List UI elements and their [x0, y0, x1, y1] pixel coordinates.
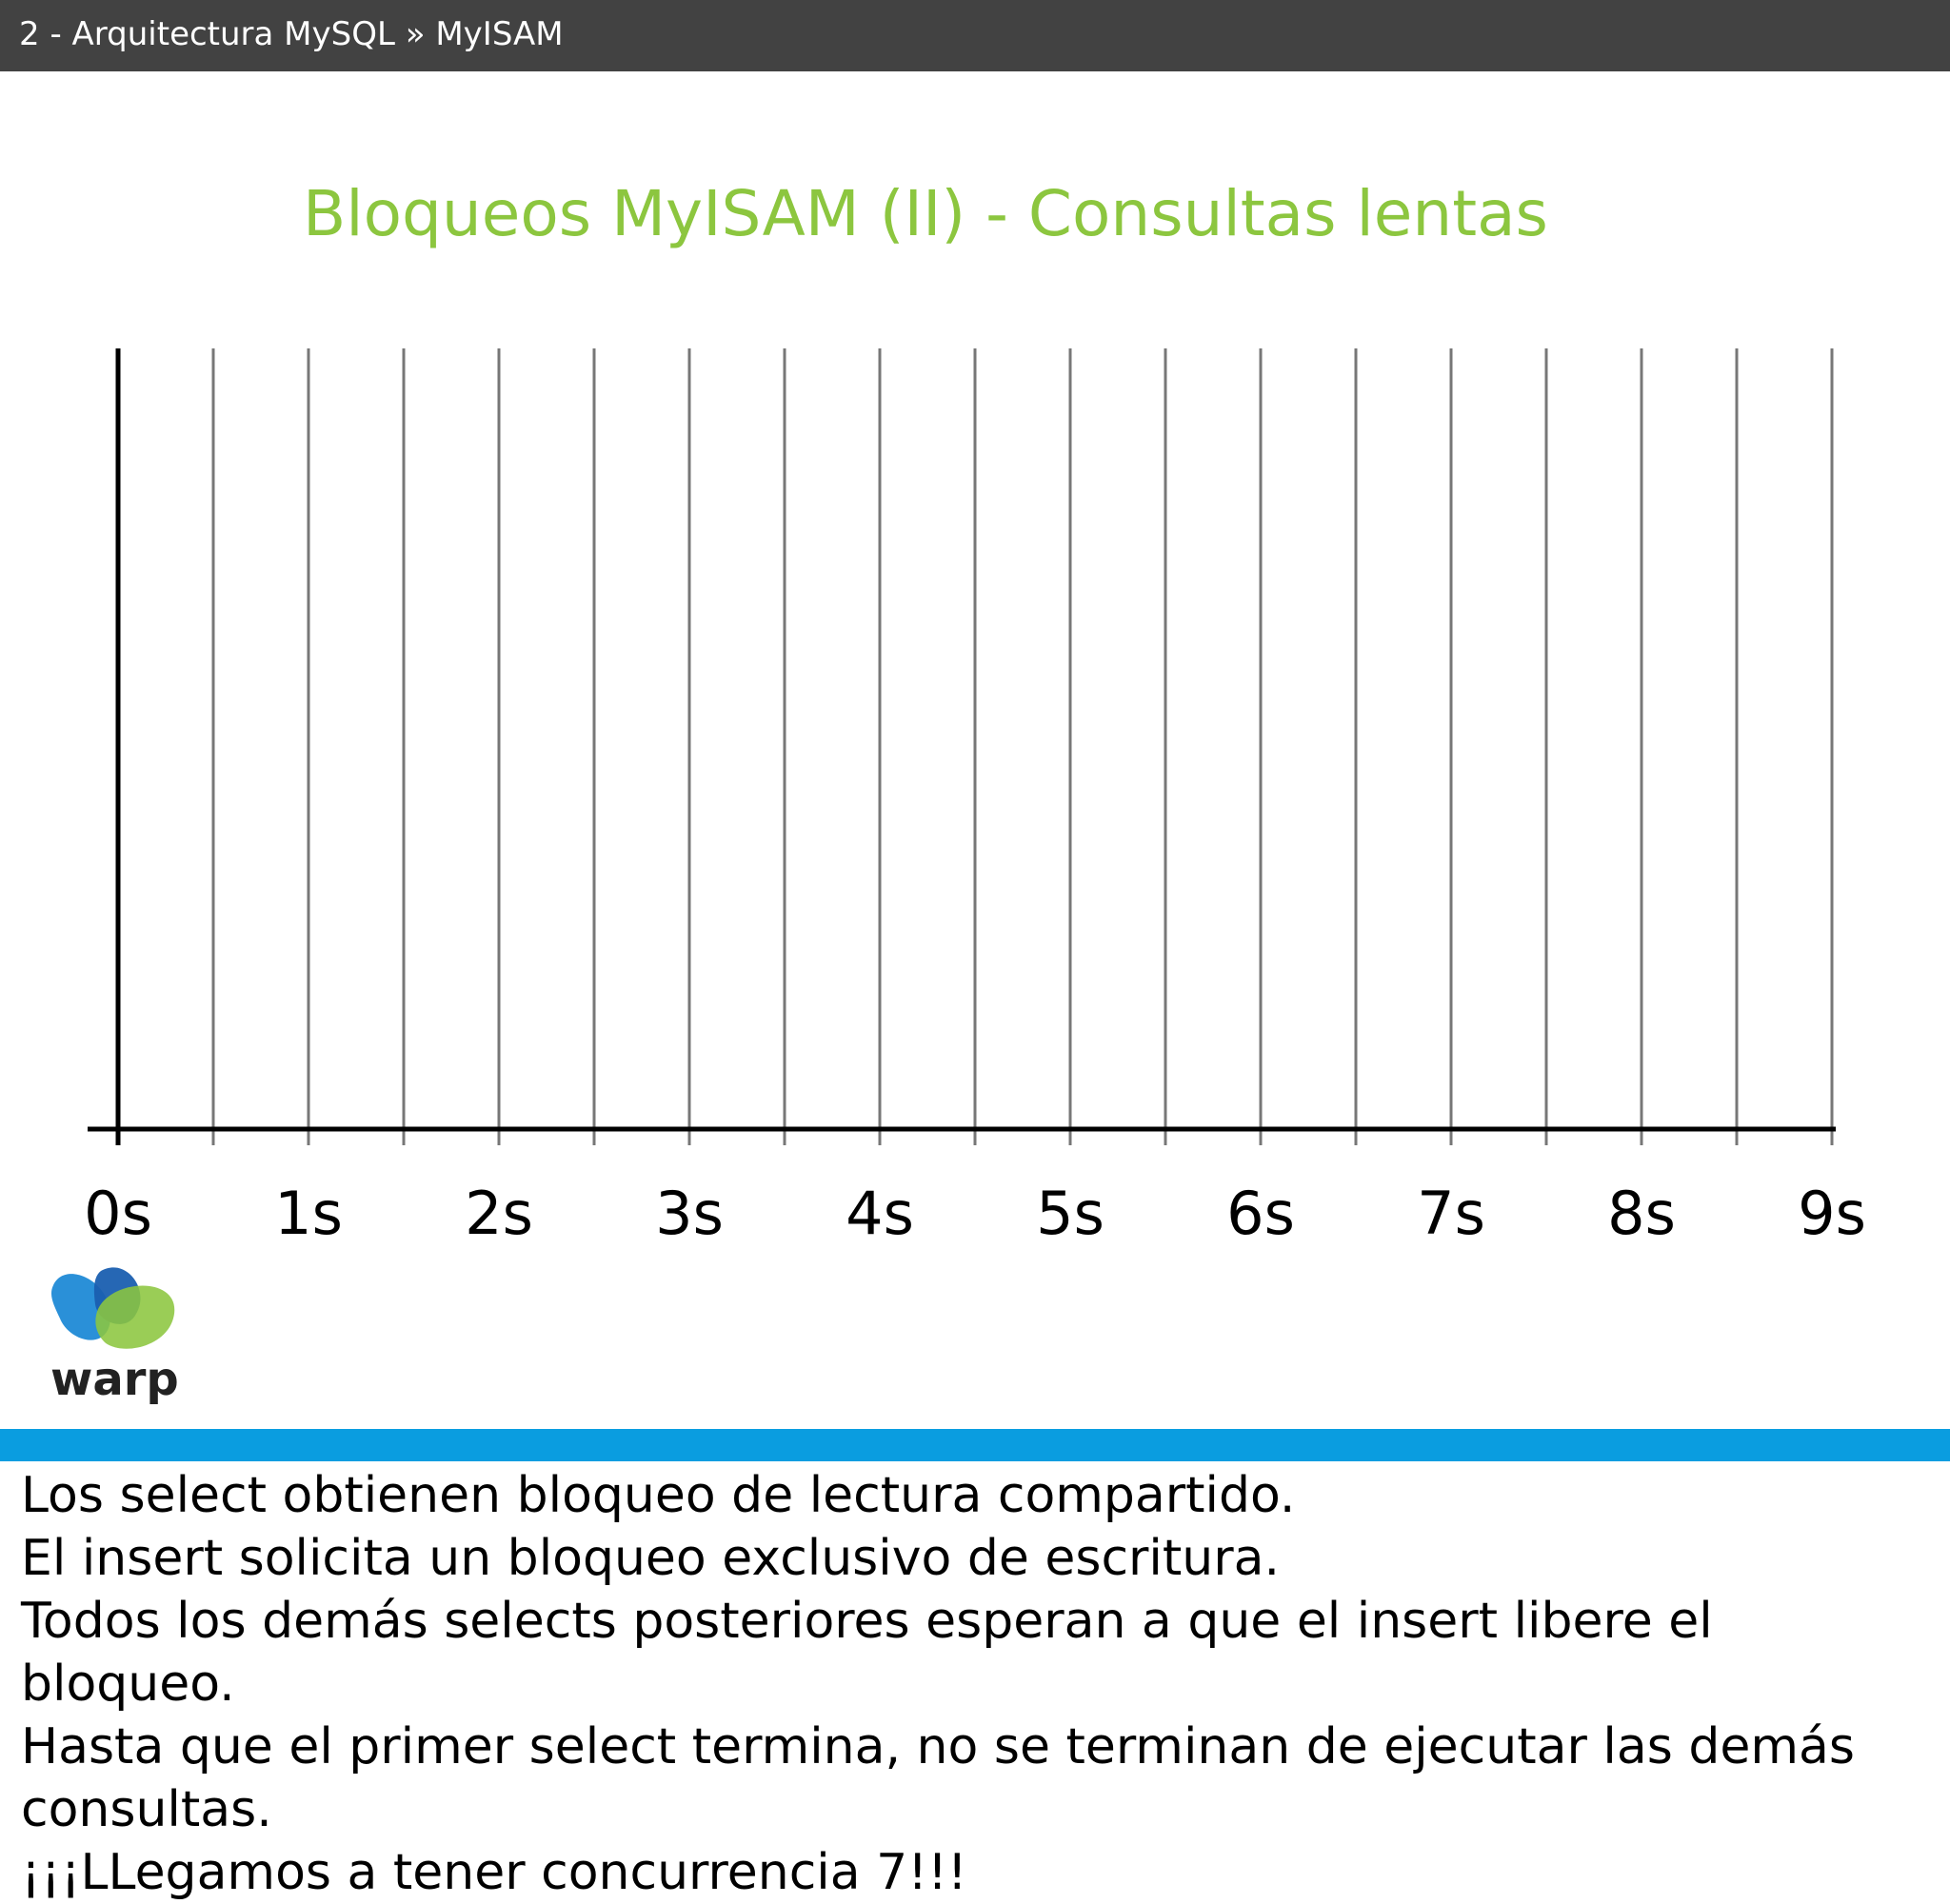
logo-text: warp: [50, 1353, 179, 1406]
x-tick-label: 1s: [274, 1179, 343, 1247]
x-tick-label: 6s: [1226, 1179, 1295, 1247]
x-tick-label: 7s: [1417, 1179, 1485, 1247]
speaker-notes: [21, 1464, 1935, 1904]
x-tick-label: 4s: [846, 1179, 914, 1247]
breadcrumb: 2 - Arquitectura MySQL » MyISAM: [19, 15, 564, 53]
header-bar: [0, 0, 1950, 71]
x-tick-label: 3s: [655, 1179, 724, 1247]
x-tick-label: 8s: [1607, 1179, 1676, 1247]
section-divider: [0, 1429, 1950, 1461]
warp-logo: [46, 1261, 189, 1414]
note-line: El insert solicita un bloqueo exclusivo de escritura.: [21, 1530, 1280, 1587]
note-line: Los select obtienen bloqueo de lectura compartido.: [21, 1467, 1296, 1524]
note-line: Todos los demás selects posteriores esperan a que el insert libere el bloqueo.: [21, 1593, 1713, 1713]
x-tick-label: 9s: [1798, 1179, 1866, 1247]
x-tick-label: 2s: [465, 1179, 533, 1247]
timeline-chart: [0, 333, 1950, 1247]
note-line: Hasta que el primer select termina, no se terminan de ejecutar las demás consultas.: [21, 1718, 1855, 1838]
slide-title: Bloqueos MyISAM (II) - Consultas lentas: [303, 177, 1548, 250]
x-tick-label: 0s: [84, 1179, 152, 1247]
x-tick-label: 5s: [1036, 1179, 1104, 1247]
note-line: ¡¡¡LLegamos a tener concurrencia 7!!!: [21, 1844, 967, 1901]
